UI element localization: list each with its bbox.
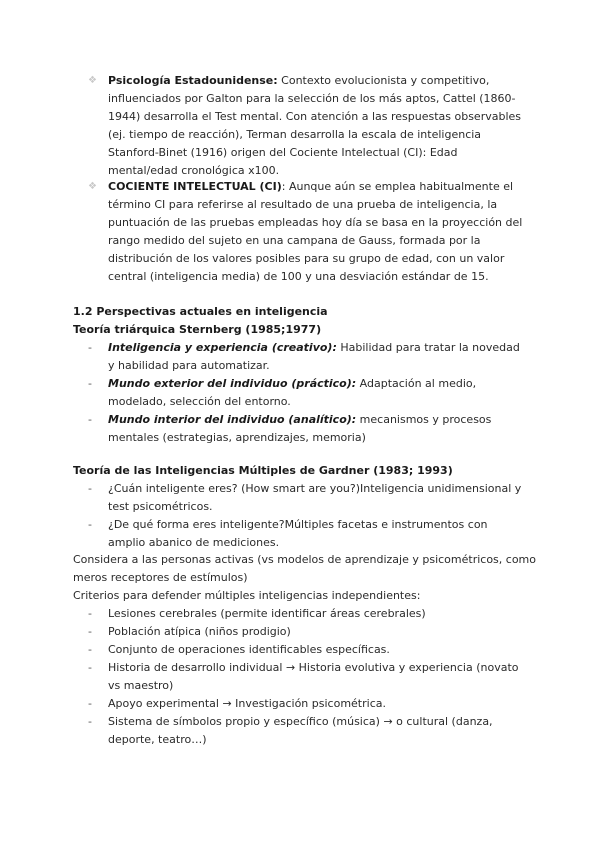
- diamond-bullet-icon: ❖: [88, 75, 97, 86]
- gardner-list: [88, 480, 528, 552]
- list-item: - Mundo exterior del individuo (práctico): Adaptación al medio, modelado, selección del entorno.: [88, 377, 477, 408]
- paragraph-criterios: Criterios para defender múltiples inteligencias independientes:: [73, 589, 421, 602]
- item-text: Población atípica (niños prodigio): [108, 625, 291, 638]
- item-text: Adaptación al medio, modelado, selección del entorno.: [108, 377, 477, 408]
- list-item: - Conjunto de operaciones identificables específicas.: [88, 643, 390, 656]
- item-text: Sistema de símbolos propio y específico (música) → o cultural (danza, deporte, teatro…): [108, 715, 493, 746]
- list-item: - Historia de desarrollo individual → Historia evolutiva y experiencia (novato vs maestro): [88, 661, 519, 692]
- item-text: ¿De qué forma eres inteligente?Múltiples facetas e instrumentos con amplio abanico de mediciones.: [108, 518, 488, 549]
- criteria-list: [88, 605, 528, 749]
- list-item: - ¿De qué forma eres inteligente?Múltiples facetas e instrumentos con amplio abanico de mediciones.: [88, 518, 488, 549]
- list-item: - Sistema de símbolos propio y específico (música) → o cultural (danza, deporte, teatro…): [88, 715, 493, 746]
- bullet-text: [108, 178, 528, 286]
- paragraph-activas: Considera a las personas activas (vs modelos de aprendizaje y psicométricos, como meros receptores de estímulos): [73, 553, 537, 584]
- list-item: - Inteligencia y experiencia (creativo): Habilidad para tratar la novedad y habilidad para automatizar.: [88, 341, 520, 372]
- bullet-cociente-intelectual: [88, 178, 528, 286]
- item-text: ¿Cuán inteligente eres? (How smart are you?)Inteligencia unidimensional y test psicométricos.: [108, 482, 522, 513]
- sternberg-list: [88, 339, 528, 447]
- item-text: Historia de desarrollo individual → Historia evolutiva y experiencia (novato vs maestro): [108, 661, 519, 692]
- bullet-label: COCIENTE INTELECTUAL (CI): [108, 180, 282, 193]
- item-label: Inteligencia y experiencia (creativo):: [108, 341, 337, 354]
- item-label: Mundo interior del individuo (analítico):: [108, 413, 357, 426]
- list-item: - Mundo interior del individuo (analítico): mecanismos y procesos mentales (estrategias, aprendizajes, memoria): [88, 413, 492, 444]
- bullet-label: Psicología Estadounidense:: [108, 74, 278, 87]
- item-text: mecanismos y procesos mentales (estrategias, aprendizajes, memoria): [108, 413, 492, 444]
- list-item: - Apoyo experimental → Investigación psicométrica.: [88, 697, 386, 710]
- bullet-psicologia-estadounidense: [88, 72, 528, 180]
- list-item: - Lesiones cerebrales (permite identificar áreas cerebrales): [88, 607, 426, 620]
- item-text: Lesiones cerebrales (permite identificar áreas cerebrales): [108, 607, 426, 620]
- list-item: - ¿Cuán inteligente eres? (How smart are you?)Inteligencia unidimensional y test psicométricos.: [88, 482, 522, 513]
- diamond-bullet-icon: ❖: [88, 181, 97, 192]
- bullet-body: : Aunque aún se emplea habitualmente el término CI para referirse al resultado de una prueba de inteligencia, la puntuación de las pruebas empleadas hoy día se basa en la proyección del rango medido del sujeto en una campana de Gauss, formada por la distribución de los valores posibles para su grupo de edad, con un valor central (inteligencia media) de 100 y una desviación estándar de 15.: [108, 180, 523, 283]
- theory-gardner-title: Teoría de las Inteligencias Múltiples de Gardner (1983; 1993): [73, 464, 453, 477]
- section-title: 1.2 Perspectivas actuales en inteligencia: [73, 305, 328, 318]
- list-item: - Población atípica (niños prodigio): [88, 625, 291, 638]
- bullet-text: [108, 72, 528, 180]
- bullet-body: Contexto evolucionista y competitivo, influenciados por Galton para la selección de los más aptos, Cattel (1860-1944) desarrolla el Test mental. Con atención a las respuestas observables (ej. tiempo de reacción), Terman desarrolla la escala de inteligencia Stanford-Binet (1916) origen del Cociente Intelectual (CI): Edad mental/edad cronológica x100.: [108, 74, 521, 177]
- item-text: Conjunto de operaciones identificables específicas.: [108, 643, 390, 656]
- item-text: Apoyo experimental → Investigación psicométrica.: [108, 697, 386, 710]
- theory-sternberg-title: Teoría triárquica Sternberg (1985;1977): [73, 323, 322, 336]
- item-label: Mundo exterior del individuo (práctico):: [108, 377, 357, 390]
- item-text: Habilidad para tratar la novedad y habilidad para automatizar.: [108, 341, 520, 372]
